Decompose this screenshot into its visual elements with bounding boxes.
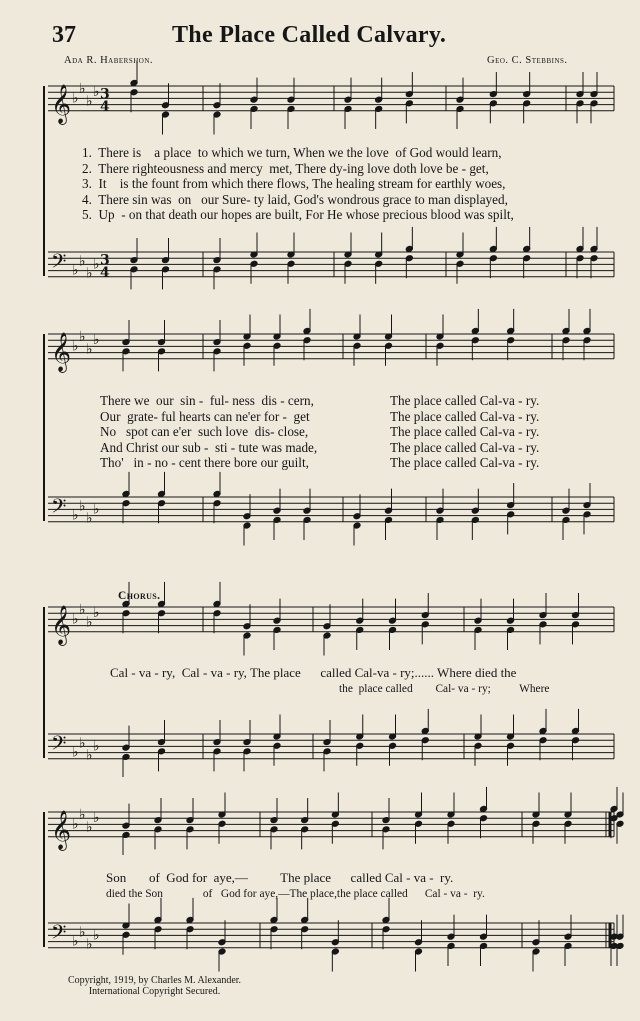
svg-text:𝄞: 𝄞	[51, 809, 72, 850]
verse-5-line-2b: The place called Cal-va - ry.	[390, 455, 540, 471]
svg-text:♭: ♭	[93, 927, 100, 944]
verse-4-line-1: 4. There sin was on our Sure- ty laid, God's wondrous grace to man displayed,	[82, 191, 508, 207]
chorus-line-1-bass: the place called Cal- va - ry; Where	[339, 683, 550, 695]
verse-1-line-2b: The place called Cal-va - ry.	[390, 393, 540, 408]
svg-text:♭: ♭	[79, 807, 86, 824]
svg-text:♭: ♭	[93, 605, 100, 622]
copyright-notice	[68, 975, 241, 997]
chorus-line-2-treble: Son of God for aye,— The place called Cal - va - ry.	[106, 870, 454, 885]
svg-text:♭: ♭	[72, 933, 79, 950]
svg-text:♭: ♭	[72, 816, 79, 833]
svg-text:𝄞: 𝄞	[51, 604, 72, 645]
svg-text:♭: ♭	[79, 498, 86, 515]
svg-text:♭: ♭	[79, 253, 86, 270]
svg-text:♭: ♭	[86, 747, 93, 764]
svg-text:♭: ♭	[79, 602, 86, 619]
svg-text:♭: ♭	[86, 614, 93, 631]
verse-4-line-2b: The place called Cal-va - ry.	[390, 439, 540, 455]
svg-text:♭: ♭	[72, 262, 79, 279]
copyright-line-1: Copyright, 1919, by Charles M. Alexander.	[68, 975, 242, 986]
svg-text:𝄢: 𝄢	[51, 494, 67, 523]
verse-2-line-2b: The place called Cal-va - ry.	[390, 408, 540, 424]
svg-text:♭: ♭	[79, 81, 86, 98]
svg-text:♭: ♭	[93, 84, 100, 101]
svg-text:♭: ♭	[93, 332, 100, 349]
verse-3-line-1: 3. It is the fount from which there flows, The healing stream for earthly woes,	[82, 176, 506, 192]
svg-text:𝄢: 𝄢	[51, 920, 67, 949]
hymn-title: The Place Called Calvary.	[172, 22, 447, 48]
svg-text:♭: ♭	[93, 810, 100, 827]
lyricist-credit: Ada R. Habershon.	[64, 55, 154, 66]
svg-text:♭: ♭	[79, 924, 86, 941]
verse-5-line-1: 5. Up - on that death our hopes are built, For He whose precious blood was spilt,	[82, 207, 514, 223]
svg-text:𝄞: 𝄞	[51, 331, 72, 372]
verse-5-line-2a: Tho' in - no - cent there bore our guilt,	[100, 455, 309, 471]
composer-credit: Geo. C. Stebbins.	[487, 55, 568, 66]
svg-text:♭: ♭	[93, 501, 100, 518]
verse-4-line-2a: And Christ our sub - sti - tute was made,	[100, 439, 318, 455]
verse-1-line-2a: There we our sin - ful- ness dis - cern,	[100, 393, 314, 408]
verse-1-line-1: 1. There is a place to which we turn, When we the love of God would learn,	[82, 145, 502, 160]
svg-text:4: 4	[100, 264, 110, 281]
chorus-line-1-treble: Cal - va - ry, Cal - va - ry, The place called Cal-va - ry;...... Where died the	[110, 665, 517, 680]
hymn-number: 37	[52, 22, 76, 48]
svg-text:♭: ♭	[86, 93, 93, 110]
svg-text:𝄢: 𝄢	[51, 731, 67, 760]
svg-text:♭: ♭	[86, 265, 93, 282]
svg-text:♭: ♭	[72, 90, 79, 107]
verse-2-line-1: 2. There righteousness and mercy met, There dy-ing love doth love be - get,	[82, 160, 489, 176]
svg-text:♭: ♭	[93, 738, 100, 755]
svg-text:4: 4	[100, 98, 110, 115]
verse-3-line-2a: No spot can e'er such love dis- close,	[100, 424, 309, 440]
svg-text:♭: ♭	[79, 329, 86, 346]
svg-text:♭: ♭	[86, 510, 93, 527]
svg-text:♭: ♭	[72, 338, 79, 355]
svg-text:𝄢: 𝄢	[51, 249, 67, 278]
chorus-line-2-bass: died the Son of God for aye,—The place,the place called Cal - va - ry.	[106, 888, 485, 900]
verse-2-line-2a: Our grate- ful hearts can ne'er for - get	[100, 408, 310, 424]
svg-text:♭: ♭	[79, 735, 86, 752]
copyright-line-2: International Copyright Secured.	[88, 986, 221, 997]
svg-text:3: 3	[100, 252, 110, 269]
svg-text:♭: ♭	[86, 819, 93, 836]
svg-text:3: 3	[100, 86, 110, 103]
svg-text:♭: ♭	[72, 744, 79, 761]
svg-text:♭: ♭	[72, 611, 79, 628]
verse-3-line-2b: The place called Cal-va - ry.	[390, 424, 540, 440]
svg-text:♭: ♭	[86, 936, 93, 953]
svg-text:♭: ♭	[93, 256, 100, 273]
svg-text:𝄞: 𝄞	[51, 83, 72, 124]
svg-text:♭: ♭	[72, 507, 79, 524]
svg-text:♭: ♭	[86, 341, 93, 358]
chorus-label: Chorus.	[118, 590, 161, 602]
